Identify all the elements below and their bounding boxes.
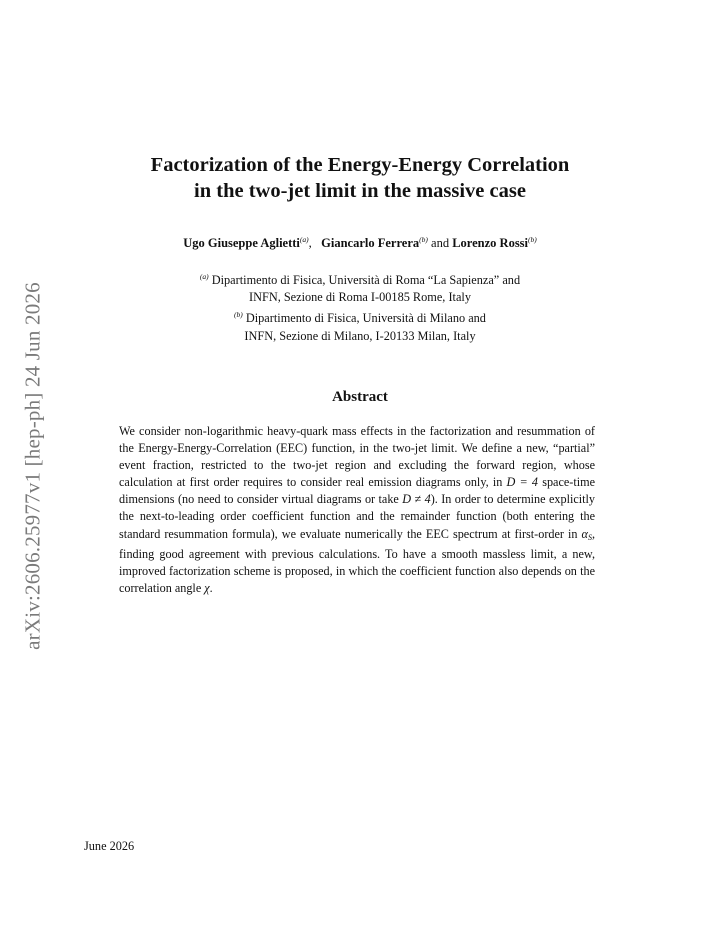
author-list: [0, 235, 720, 251]
affiliations: [0, 268, 720, 345]
math-inline: α: [581, 526, 588, 541]
author-name: Giancarlo Ferrera: [321, 236, 420, 250]
author-name: Lorenzo Rossi: [452, 236, 529, 250]
title-line-2: in the two-jet limit in the massive case: [194, 180, 526, 202]
affiliation-line: INFN, Sezione di Roma I-00185 Rome, Italy: [249, 290, 471, 305]
author-affiliation-mark: (b): [528, 235, 537, 244]
affiliation-mark: (a): [199, 272, 209, 281]
affiliation-line: $^{(a)}$ Dipartimento di Fisica, Università di Roma “La Sapienza” and: [199, 272, 521, 287]
author-name: Ugo Giuseppe Aglietti: [183, 236, 300, 250]
math-inline: χ: [204, 580, 210, 595]
author-affiliation-mark: (b): [419, 235, 428, 244]
author-conjunction: and: [431, 236, 450, 250]
title-line-1: Factorization of the Energy-Energy Correlation: [150, 154, 570, 176]
affiliation-mark: (b): [234, 310, 243, 320]
abstract-heading: Abstract: [332, 389, 388, 405]
paper-title: [0, 152, 720, 204]
abstract-text: We consider non-logarithmic heavy-quark mass effects in the factorization and resummation of the Energy-Energy-Correlation (EEC) function, in the two-jet limit. We define a new, “partial” event fraction, restricted to the two-jet region and excluding the forward region, whose calculation at first order requires to consider real emission diagrams only, in D = 4 space-time dimensions (no need to consider virtual diagrams or take D ≠ 4). In order to determine explicitly the next-to-leading order coefficient function and the remainder function (both entering the standard resummation formula), we evaluate numerically the EEC spectrum at first-order in $\alpha_S$, finding good agreement with previous calculations. To have a smooth massless limit, a new, improved factorization scheme is proposed, in which the coefficient function also depends on the correlation angle χ.: [119, 424, 596, 595]
affiliation-line: INFN, Sezione di Milano, I-20133 Milan, Italy: [244, 328, 476, 343]
author-separator: ,: [308, 236, 312, 250]
math-subscript: S: [587, 532, 592, 542]
math-inline: D ≠ 4: [402, 492, 431, 507]
author-affiliation-mark: (a): [299, 235, 309, 244]
affiliation-line: $^{(b)}$ Dipartimento di Fisica, Università di Milano and: [234, 310, 486, 326]
math-inline: D = 4: [506, 475, 539, 490]
preprint-date: June 2026: [84, 839, 135, 853]
arxiv-identifier: arXiv:2606.25977v1 [hep-ph] 24 Jun 2026: [20, 282, 45, 650]
